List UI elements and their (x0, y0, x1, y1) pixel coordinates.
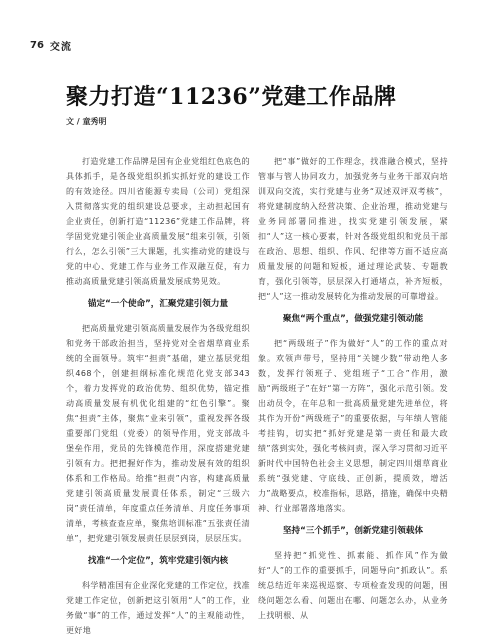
article-title: 聚力打造“11236”党建工作品牌 (66, 84, 397, 110)
paragraph: 坚持把“抓党性、抓素能、抓作风”作为做好“人”的工作的重要抓手，同题导向“抓政认”。系统总结近年来巡视巡察、专项检查发现的问题，围绕问题怎么看、问题出在哪、问题怎么办，从业务上找明根、从 (258, 551, 448, 620)
page-number: 76 (30, 40, 44, 51)
subheading: 聚焦“两个重点”，做强党建引领动能 (282, 314, 424, 324)
subheading: 找准“一个定位”，筑牢党建引领内核 (87, 556, 229, 566)
left-column (66, 154, 250, 638)
subheading: 坚持“三个抓手”，创新党建引领载体 (282, 526, 424, 536)
article-byline: 文 / 童秀明 (66, 117, 107, 126)
page-header (30, 38, 72, 53)
right-column (258, 154, 448, 623)
paragraph: 把高质量党建引领高质量发展作为各级党组织和党务干部政治担当，坚持党对全省烟草商业系统的全面领导。筑牢“担责”基础，建立基层党组织468个，创建担纲标准化规范化党支部343个，着力发挥党的政治优势、组织优势，锚定推动高质量发展有机优化组建的“红色引擎”。聚焦“担责”主体，聚焦“业来引领”，重视发挥各级重要部门党组（党委）的领导作用，党支部战斗堡垒作用，党员的先锋模范作用，深度搭建党建引领有力。把把握好作为，推动发展有效的组织体系和工作格局。给推“担责”内容，构建高质量党建引领高质量发展責任体系，制定“三级六岗”责任清单，年度重点任务清单、月度任务事项清单，考核查查应单，聚焦培训标准“五张责任清单”，把党建引领发展责任层层到岗，层层压实。 (66, 324, 250, 543)
paragraph: 把“两级班子”作为做好“人”的工作的重点对象。欢领声带号，坚持用“关键少数”带动绝人多数，发挥行领班子、党组班子“工合”作用，激励“两级班子”在好“第一方阵”，强化示范引领。发出动员令，在年总和一批高质量党建先进单位，将其作为开份“两级班子”的重要依据，与年绩人管能考挂钩，切实把“抓好党建是第一责任和最大政绩”落到实处，强化考核问责，深入学习贯彻习近平新时代中国特色社会主义思想，制定四川烟草商业系统“强党建、守底线、正创新，提质效，增活力”战略要点，校准指标，思路，措施，确保中央精神、行业部署落地落实。 (258, 339, 448, 513)
paragraph: 打造党建工作品牌是国有企业党组红色底色的具体抓手，是各级党组织抓实抓好党的建设工作的有效途径。四川省能源专卖局（公司）党组深入贯彻落实党的组织建设总要求，主动担起国有企业责任，创新打造“11236”党建工作品牌，将学固党党建引领企业高质量发展“组来引领，引领行么，怎么引领”三大课题，扎实推动党的建设与党的中心、党建工作与业务工作双融互促，有力推动高质量党建引领高质量发展成势见效。 (66, 157, 250, 286)
subheading: 锚定“一个使命”，汇聚党建引领力量 (87, 299, 229, 309)
paragraph: 科学精准国有企业深化党建的工作定位，找准党建工作定位，创新把这引领用“人”的工作，业务做“事”的工作，通过发挥“人”的主观能动性，更好地 (66, 581, 250, 635)
section-name: 交流 (49, 42, 72, 53)
paragraph: 把“事”做好的工作理念，找准融合模式，坚持管事与管人协同攻力，加强党务与业务干部双向培训双向交流，实行党建与业务“双述双评双考核”，将党建制度纳入经营决策、企业治理，推动党建与业务同部署同推进，找实党建引领发展，紧扣“人”这一核心要素，针对各级党组织和党员干部在政治、思想、组织、作风、纪律等方面不适应高质量发展的问题和短板，通过理论武装、专题教育，强化引领等，层层深入打通堵点，补齐短板，把“人”这一推动发展转化为推动发展的可靠增益。 (258, 157, 448, 301)
